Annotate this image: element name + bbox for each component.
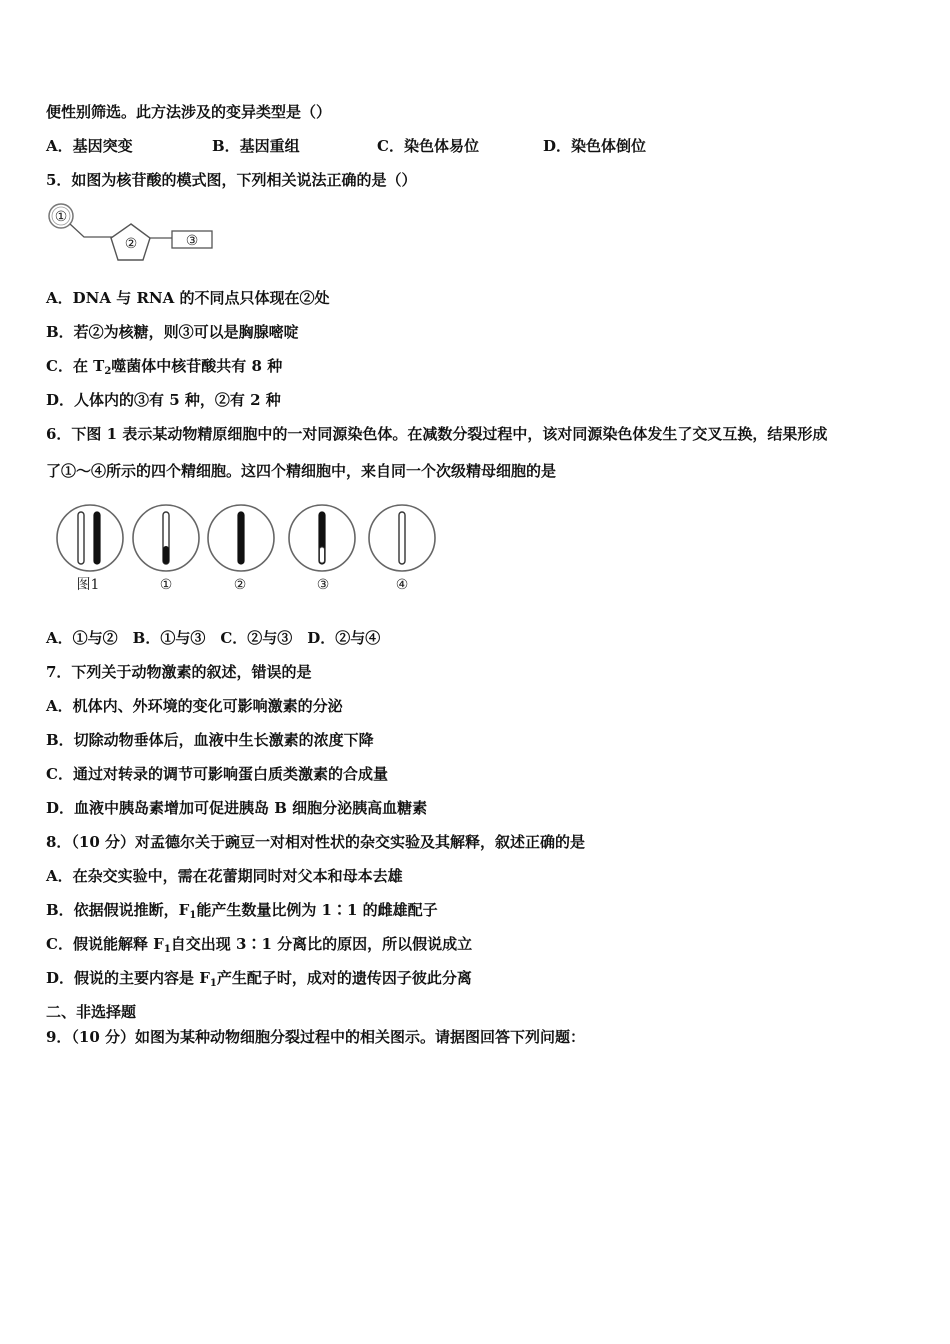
- cell-4: [369, 505, 435, 571]
- chromosome-black: [94, 512, 100, 564]
- q4-option-a[interactable]: A．基因突变: [46, 137, 133, 155]
- q5-c-mid: 噬菌体中核苷酸共有: [111, 357, 252, 375]
- q5-d-prefix: D．人体内的③有: [46, 391, 170, 409]
- q8-b-prefix: B．依据假说推断，F: [46, 901, 190, 919]
- q5-option-a[interactable]: [46, 288, 330, 308]
- q9-stem: 9．（10 分）如图为某种动物细胞分裂过程中的相关图示。请据图回答下列问题：: [46, 1028, 586, 1046]
- q7-stem: 7．下列关于动物激素的叙述，错误的是: [46, 663, 312, 681]
- q4-option-b[interactable]: B．基因重组: [212, 137, 300, 155]
- nucleotide-diagram: [44, 200, 224, 266]
- cell-3: [289, 505, 355, 571]
- q6-stem-line1: [46, 424, 827, 444]
- q4-options: [46, 136, 906, 156]
- chromosome-diagram: [50, 500, 445, 600]
- label-cell-1: ①: [159, 577, 173, 593]
- q5-c-suffix: 种: [261, 357, 283, 375]
- q7-option-a[interactable]: A．机体内、外环境的变化可影响激素的分泌: [46, 697, 343, 715]
- q5-a-rna: RNA: [136, 289, 175, 307]
- q8-d-suffix: 产生配子时，成对的遗传因子彼此分离: [216, 969, 472, 987]
- q8-option-d[interactable]: [46, 968, 472, 988]
- label-cell-2: ②: [233, 577, 247, 593]
- q4-stem-tail: 便性别筛选。此方法涉及的变异类型是（）: [46, 103, 332, 121]
- q5-option-b[interactable]: B．若②为核糖，则③可以是胸腺嘧啶: [46, 323, 299, 341]
- q8-option-a[interactable]: A．在杂交实验中，需在花蕾期同时对父本和母本去雄: [46, 867, 403, 885]
- q8-d-subscript: 1: [209, 978, 217, 989]
- q8-b-suffix: 能产生数量比例为 1∶1 的雌雄配子: [196, 901, 438, 919]
- q8-d-prefix: D．假说的主要内容是 F: [46, 969, 210, 987]
- q7-d-suffix: 细胞分泌胰高血糖素: [286, 799, 428, 817]
- q7-d-letter: B: [274, 799, 287, 817]
- q8-stem: 8．（10 分）对孟德尔关于豌豆一对相对性状的杂交实验及其解释，叙述正确的是: [46, 833, 586, 851]
- q8-c-suffix: 自交出现 3∶1 分离比的原因，所以假说成立: [170, 935, 473, 953]
- q7-option-c[interactable]: C．通过对转录的调节可影响蛋白质类激素的合成量: [46, 765, 388, 783]
- q8-c-subscript: 1: [163, 944, 171, 955]
- q8-b-subscript: 1: [189, 910, 197, 921]
- q6-stem-suffix: 表示某动物精原细胞中的一对同源染色体。在减数分裂过程中，该对同源染色体发生了交叉互换，结果形成: [117, 425, 828, 443]
- q5-a-prefix: A．: [46, 289, 73, 307]
- label-cell-3: ③: [316, 577, 330, 593]
- q7-option-d[interactable]: [46, 798, 427, 818]
- q7-option-b[interactable]: B．切除动物垂体后，血液中生长激素的浓度下降: [46, 731, 374, 749]
- chromosome-white: [78, 512, 84, 564]
- q5-stem: 5．如图为核苷酸的模式图，下列相关说法正确的是（）: [46, 171, 417, 189]
- q4-option-c[interactable]: C．染色体易位: [377, 137, 479, 155]
- q5-c-prefix: C．在 T: [46, 357, 105, 375]
- cell-1: [133, 505, 199, 571]
- q5-d-number1: 5: [169, 391, 180, 409]
- label-figure1: 图1: [76, 577, 100, 593]
- cell-figure1: [57, 505, 123, 571]
- pentose-label: ②: [124, 236, 138, 252]
- q5-d-suffix: 种: [260, 391, 281, 409]
- q8-option-c[interactable]: [46, 934, 472, 954]
- q5-option-d[interactable]: [46, 390, 281, 410]
- q5-d-number2: 2: [250, 391, 261, 409]
- q8-option-b[interactable]: [46, 900, 438, 920]
- q6-stem-line2: 了①～④所示的四个精细胞。这四个精细胞中，来自同一个次级精母细胞的是: [46, 462, 557, 480]
- q5-d-mid: 种，②有: [179, 391, 251, 409]
- q5-a-mid: 与: [111, 289, 137, 307]
- q7-d-prefix: D．血液中胰岛素增加可促进胰岛: [46, 799, 275, 817]
- label-cell-4: ④: [395, 577, 409, 593]
- phosphate-label: ①: [54, 209, 68, 225]
- base-label: ③: [185, 233, 199, 249]
- q5-a-suffix: 的不同点只体现在②处: [174, 289, 330, 307]
- q6-stem-prefix: 6．下图: [46, 425, 107, 443]
- q4-option-d[interactable]: D．染色体倒位: [543, 137, 647, 155]
- q6-options[interactable]: A．①与② B．①与③ C．②与③ D．②与④: [46, 629, 381, 647]
- phosphate-bond: [70, 224, 114, 237]
- q8-c-prefix: C．假说能解释 F: [46, 935, 164, 953]
- q5-c-subscript: 2: [104, 366, 112, 377]
- q5-a-dna: DNA: [72, 289, 111, 307]
- q5-option-c[interactable]: [46, 356, 282, 376]
- q5-c-number: 8: [251, 357, 262, 375]
- section-heading: 二、非选择题: [46, 1003, 137, 1021]
- cell-2: [208, 505, 274, 571]
- q6-stem-number: 1: [106, 425, 118, 443]
